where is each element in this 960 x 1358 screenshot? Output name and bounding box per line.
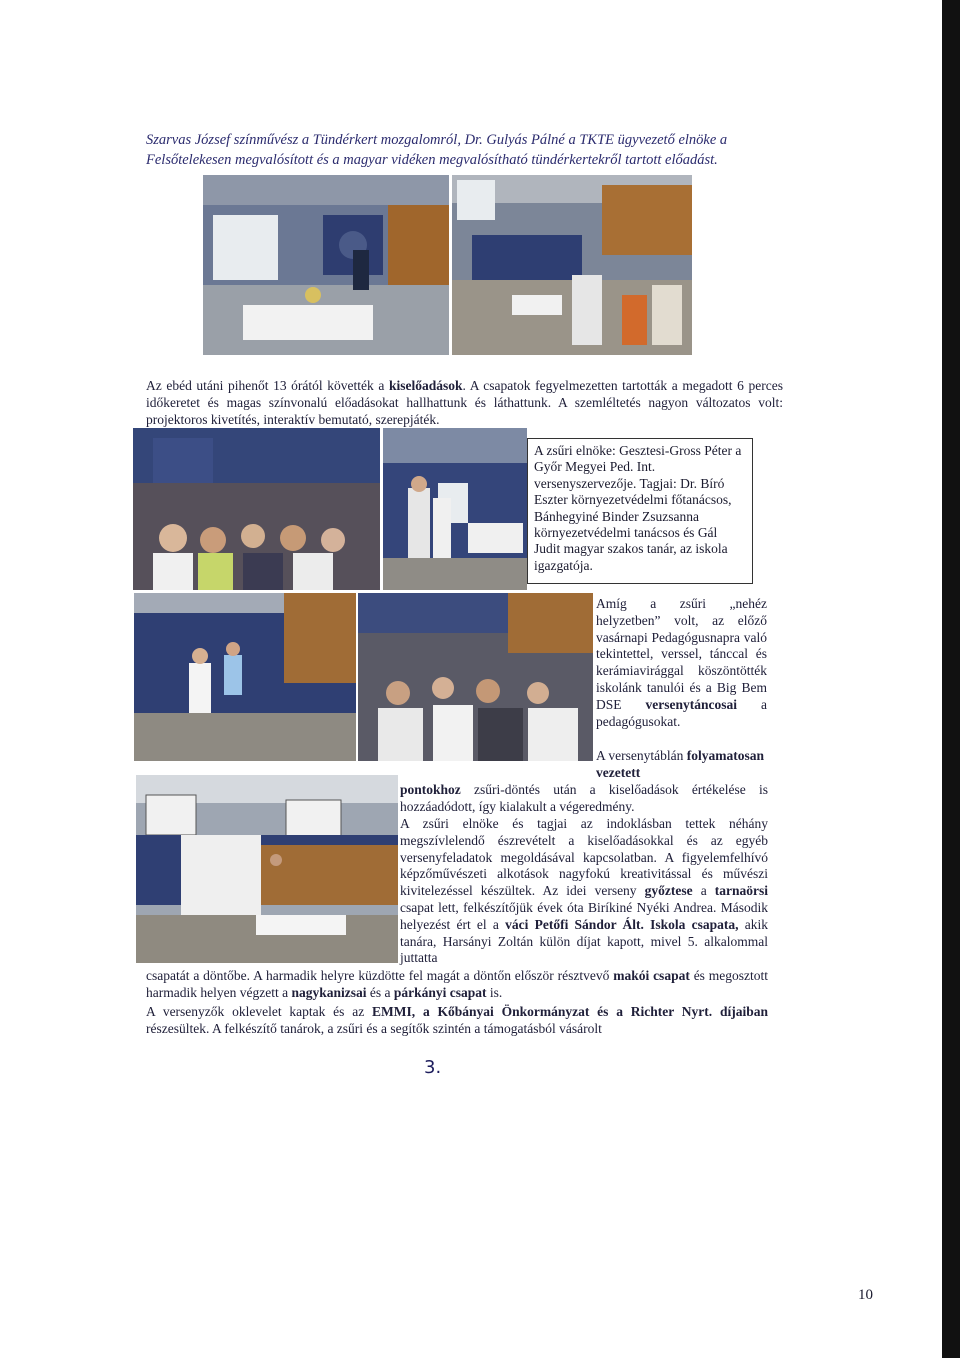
photo-crowd (358, 593, 593, 761)
paragraph-ranking-a: A versenytáblán (596, 748, 684, 763)
paragraph-results (400, 816, 768, 967)
paragraph-results-h: csapatát a döntőbe. A harmadik helyre küzdötte fel magát a döntőn először résztvevő (146, 968, 610, 983)
paragraph-results-e: csapat lett, felkészítőjük évek óta Biríkiné Nyéki Andrea. Második helyezést ért el a (400, 899, 768, 932)
paragraph-ranking-bold: folyamatosan vezetett (596, 748, 764, 780)
paragraph-afternoon-text: Az ebéd utáni pihenőt 13 órától követték a kiselőadások. A csapatok fegyelmezetten tartották a megadott 6 perces időkeretet és magas színvonalú előadásokat hallhattunk és láthattunk. A szemléltetés nagyon változatos volt: projektoros kivetítés, interaktív bemutató, szerepjáték. (146, 378, 783, 427)
paragraph-ranking-points: pontokhoz (400, 782, 461, 797)
paragraph-certificates-a: A versenyzők oklevelet kaptak és az (146, 1004, 365, 1019)
photo-singers (134, 593, 356, 761)
caption-line-2: Felsőtelekesen megvalósított és a magyar vidéken megvalósítható tündérkertekről tartott előadást. (146, 152, 718, 168)
paragraph-ranking-cont (400, 782, 768, 816)
paragraph-jury-hard (596, 596, 767, 730)
paragraph-results-j: és megosztott harmadik helyen végzett a (146, 968, 769, 1000)
photo-gym-screen (136, 775, 398, 963)
paragraph-results-cont (146, 968, 768, 1002)
paragraph-results-mako: makói csapat (613, 968, 690, 983)
photo-audience-hall (133, 428, 380, 590)
photo-lecture-speaker (203, 175, 449, 355)
paragraph-results-nagykanizsa: nagykanizsai (291, 984, 367, 1000)
photo-lecture-audience (452, 175, 692, 355)
paragraph-results-tarnaors: tarnaörsi (714, 883, 769, 899)
paragraph-certificates-bold: EMMI, a Kőbányai Önkormányzat és a Richter Nyrt. díjaiban (372, 1004, 769, 1019)
caption-line-1: Szarvas József színművész a Tündérkert mozgalomról, Dr. Gulyás Pálné a TKTE ügyvezető elnöke a (146, 132, 728, 148)
paragraph-results-g: akik tanára, Harsányi Zoltán külön díjat kapott, mivel 5. alkalommal juttatta (400, 916, 769, 966)
paragraph-results-parkany: párkányi csapat (393, 984, 487, 1000)
paragraph-results-vac: váci Petőfi Sándor Ált. Iskola csapata, (505, 916, 739, 932)
paragraph-ranking (596, 748, 768, 782)
paragraph-results-a: A zsűri elnöke és tagjai az indoklásban tettek néhány megszívlelendő észrevételt a kiselőadásokkal és az egyéb versenyfeladatok megoldásával kapcsolatban. A figyelemfelhívó képzőművészeti alkotások nagyfokú kreativitással és művészi kivitelezéssel készültek. Az idei verseny (400, 816, 768, 899)
paragraph-results-l: és a (369, 984, 391, 1000)
paragraph-jury-hard-c: a pedagógusokat. (596, 696, 768, 729)
paragraph-ranking-d: zsűri-döntés után a kiselőadások értékelése is hozzáadódott, így kialakult a végeredmény. (400, 782, 768, 814)
paragraph-results-c: a (700, 883, 707, 899)
photo-presentation (383, 428, 527, 590)
scan-edge (942, 0, 960, 1358)
paragraph-certificates-c: részesültek. A felkészítő tanárok, a zsűri és a segítők szintén a támogatásból vásárolt (146, 1020, 602, 1036)
handwritten-number: 3. (424, 1057, 442, 1078)
paragraph-afternoon (146, 378, 783, 428)
paragraph-results-n: is. (489, 984, 503, 1000)
paragraph-jury-hard-a: Amíg a zsűri „nehéz helyzetben” volt, az előző vasárnapi Pedagógusnapra való tekintettel, verssel, tánccal és kerámiavirággal köszöntötték iskolánk tanulói és a Big Bem DSE (596, 596, 767, 712)
paragraph-jury-hard-bold: versenytáncosai (645, 696, 738, 712)
photo-caption (146, 130, 826, 170)
paragraph-afternoon-bold: kiselőadások (388, 378, 463, 393)
jury-box-text: A zsűri elnöke: Gesztesi-Gross Péter a Győr Megyei Ped. Int. versenyszervezője. Tagjai: Dr. Bíró Eszter környezetvédelmi főtanácsos, Bánhegyiné Binder Zsuzsanna környezetvédelmi tanácsos és Gál Judit magyar szakos tanár, az iskola igazgatója. (534, 443, 742, 573)
paragraph-results-winner: győztese (644, 883, 693, 899)
jury-box (527, 438, 753, 584)
page-number: 10 (858, 1287, 873, 1303)
paragraph-certificates (146, 1004, 768, 1038)
